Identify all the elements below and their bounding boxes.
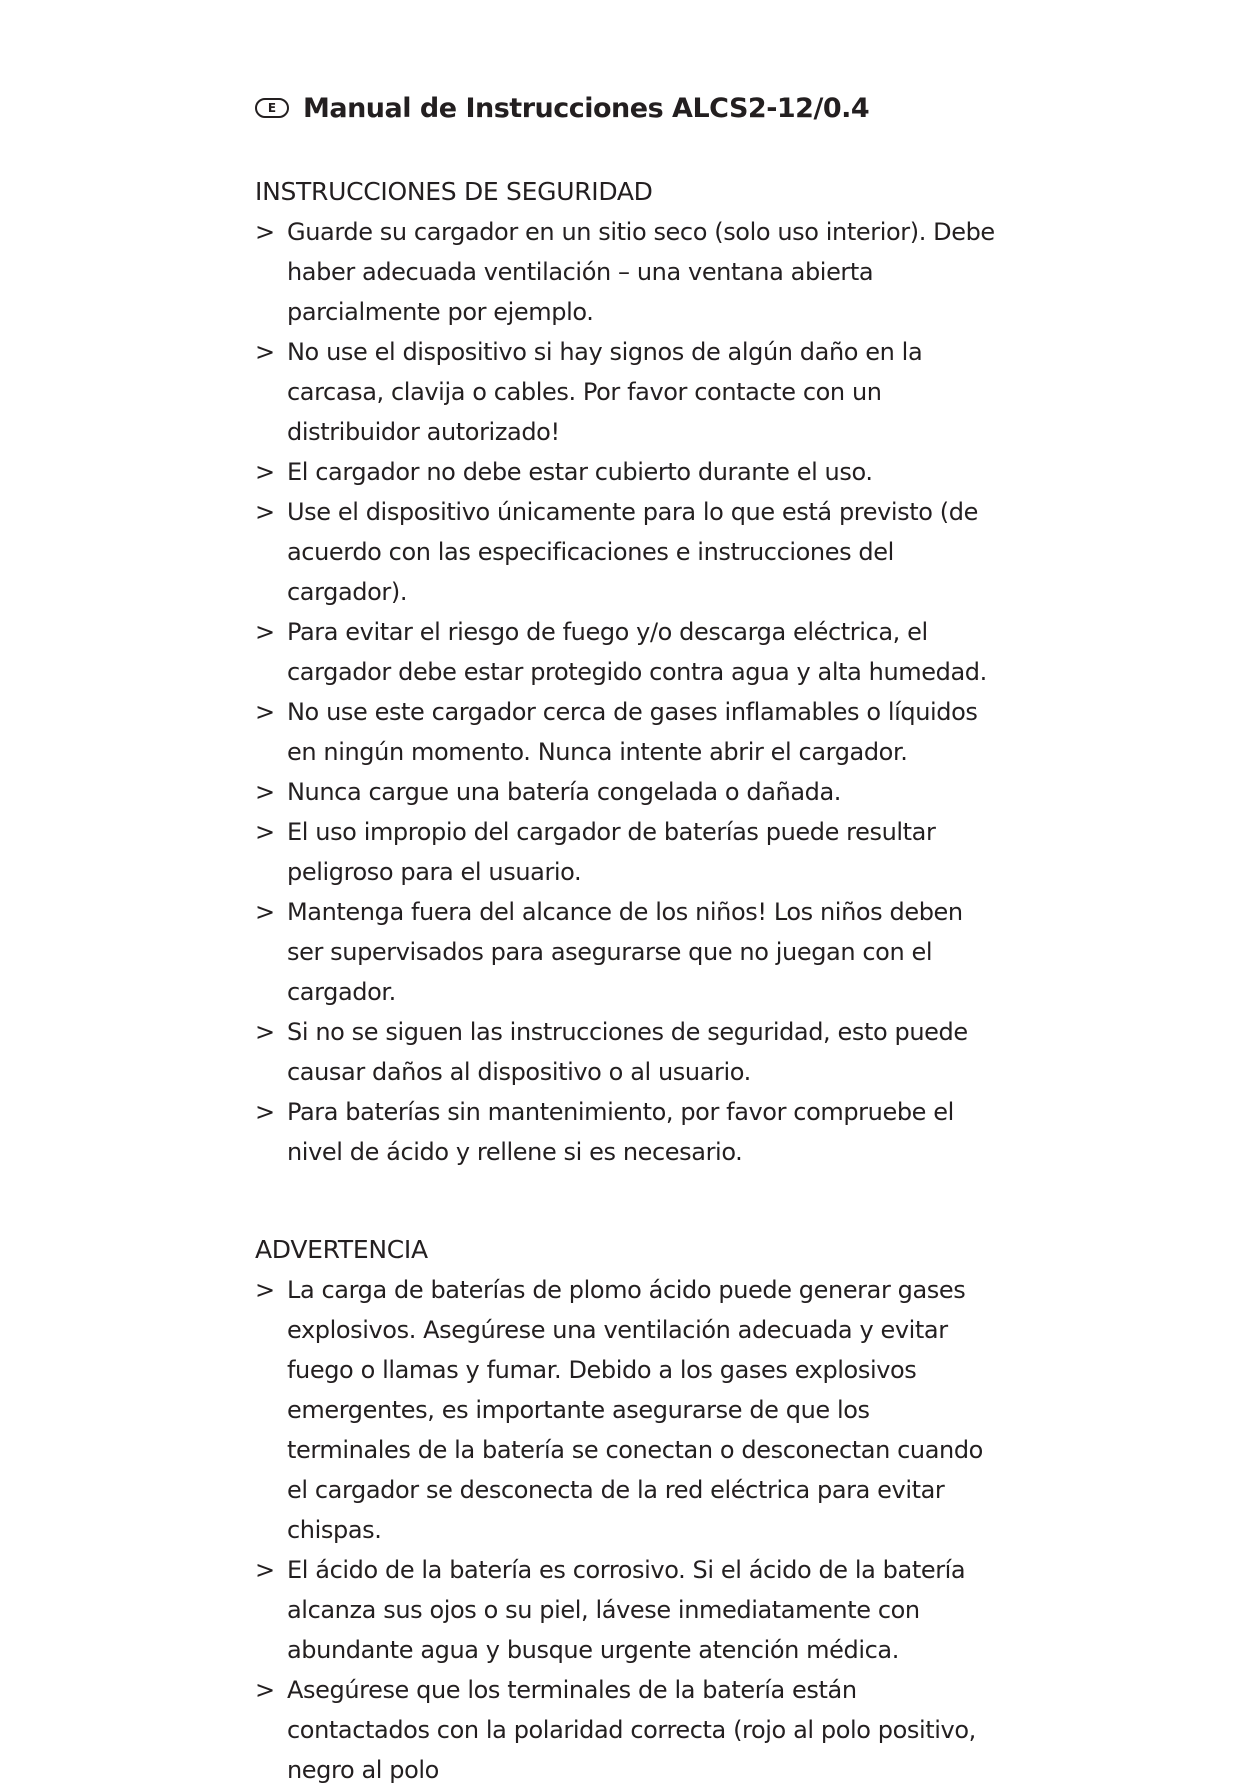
- bullet-arrow-icon: >: [255, 898, 275, 926]
- list-item-text: Para evitar el riesgo de fuego y/o descarga eléctrica, el cargador debe estar protegido contra agua y alta humedad.: [287, 618, 987, 686]
- list-item-text: No use este cargador cerca de gases inflamables o líquidos en ningún momento. Nunca intente abrir el cargador.: [287, 698, 978, 766]
- bullet-arrow-icon: >: [255, 1676, 275, 1704]
- bullet-list: [255, 212, 995, 1172]
- bullet-list: [255, 1270, 995, 1790]
- list-item-text: La carga de baterías de plomo ácido puede generar gases explosivos. Asegúrese una ventilación adecuada y evitar fuego o llamas y fumar. Debido a los gases explosivos emergentes, es importante asegurarse de que los terminales de la batería se conectan o desconectan cuando el cargador se desconecta de la red eléctrica para evitar chispas.: [287, 1276, 983, 1544]
- section-safety-instructions: [255, 172, 995, 1172]
- bullet-arrow-icon: >: [255, 1018, 275, 1046]
- section-warning: [255, 1230, 995, 1790]
- bullet-arrow-icon: >: [255, 498, 275, 526]
- section-heading: ADVERTENCIA: [255, 1235, 428, 1264]
- list-item-text: Guarde su cargador en un sitio seco (solo uso interior). Debe haber adecuada ventilación – una ventana abierta parcialmente por ejemplo.: [287, 218, 995, 326]
- title-row: [255, 88, 995, 128]
- list-item: [255, 332, 995, 452]
- page-title: Manual de Instrucciones ALCS2-12/0.4: [303, 92, 870, 124]
- bullet-arrow-icon: >: [255, 1098, 275, 1126]
- list-item-text: El uso impropio del cargador de baterías puede resultar peligroso para el usuario.: [287, 818, 936, 886]
- section-heading: INSTRUCCIONES DE SEGURIDAD: [255, 177, 653, 206]
- list-item: [255, 892, 995, 1012]
- list-item: [255, 612, 995, 692]
- list-item: [255, 492, 995, 612]
- bullet-arrow-icon: >: [255, 698, 275, 726]
- bullet-arrow-icon: >: [255, 1276, 275, 1304]
- list-item: [255, 1270, 995, 1550]
- list-item-text: Si no se siguen las instrucciones de seguridad, esto puede causar daños al dispositivo o al usuario.: [287, 1018, 968, 1086]
- list-item: [255, 692, 995, 772]
- list-item-text: Use el dispositivo únicamente para lo que está previsto (de acuerdo con las especificaciones e instrucciones del cargador).: [287, 498, 978, 606]
- list-item-text: Asegúrese que los terminales de la batería están contactados con la polaridad correcta (rojo al polo positivo, negro al polo: [287, 1676, 976, 1784]
- bullet-arrow-icon: >: [255, 618, 275, 646]
- page-content: [255, 88, 995, 1790]
- language-badge: E: [255, 98, 289, 118]
- list-item: [255, 1012, 995, 1092]
- list-item: [255, 772, 995, 812]
- bullet-arrow-icon: >: [255, 218, 275, 246]
- list-item: [255, 1670, 995, 1790]
- list-item-text: Mantenga fuera del alcance de los niños! Los niños deben ser supervisados para asegurarse que no juegan con el cargador.: [287, 898, 963, 1006]
- list-item-text: El cargador no debe estar cubierto durante el uso.: [287, 458, 873, 486]
- list-item: [255, 1092, 995, 1172]
- list-item: [255, 212, 995, 332]
- list-item-text: Nunca cargue una batería congelada o dañada.: [287, 778, 842, 806]
- list-item-text: Para baterías sin mantenimiento, por favor compruebe el nivel de ácido y rellene si es necesario.: [287, 1098, 954, 1166]
- list-item-text: El ácido de la batería es corrosivo. Si el ácido de la batería alcanza sus ojos o su piel, lávese inmediatamente con abundante agua y busque urgente atención médica.: [287, 1556, 966, 1664]
- bullet-arrow-icon: >: [255, 818, 275, 846]
- list-item: [255, 452, 995, 492]
- bullet-arrow-icon: >: [255, 458, 275, 486]
- bullet-arrow-icon: >: [255, 338, 275, 366]
- list-item: [255, 1550, 995, 1670]
- bullet-arrow-icon: >: [255, 1556, 275, 1584]
- list-item-text: No use el dispositivo si hay signos de algún daño en la carcasa, clavija o cables. Por favor contacte con un distribuidor autorizado!: [287, 338, 923, 446]
- list-item: [255, 812, 995, 892]
- bullet-arrow-icon: >: [255, 778, 275, 806]
